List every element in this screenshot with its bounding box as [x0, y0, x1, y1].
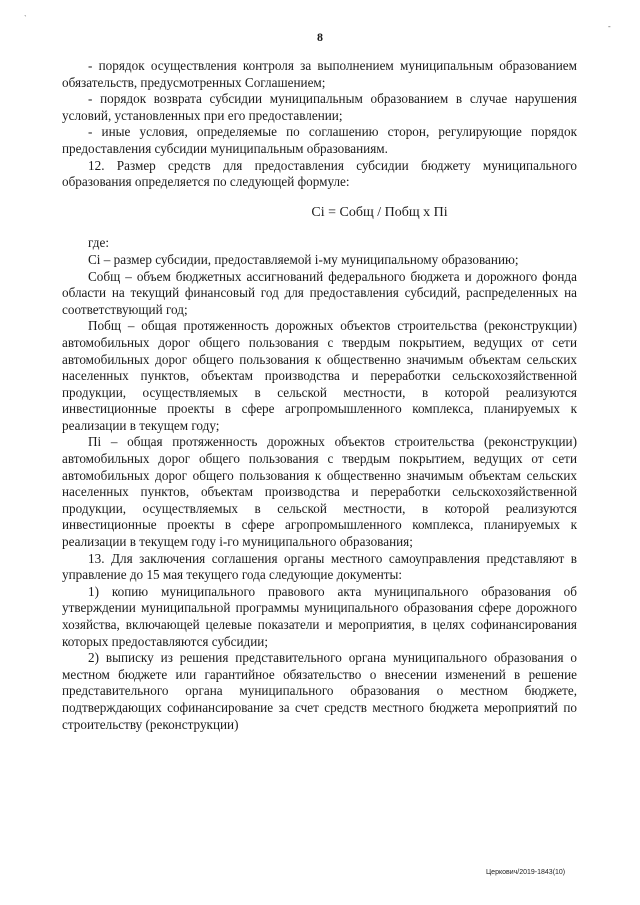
- scan-mark-right: ‐: [608, 22, 611, 31]
- definition-ci: Сi – размер субсидии, предоставляемой i-му муниципальному образованию;: [88, 251, 519, 267]
- definition-pobsh: Побщ – общая протяженность дорожных объектов строительства (реконструкции) автомобильных дорог общего пользования с твердым покрытием, ведущих от сети автомобильных дорог общего пользования к общественно значимым объектам сельских населенных пунктов, объектам производства и переработки сельскохозяйственной продукции, осуществляемых в сельской местности, в которой реализуются инвестиционные проекты в сфере агропромышленного комплекса, планируемых к реализации в текущем году;: [62, 318, 577, 433]
- paragraph-12-formula-intro: 12. Размер средств для предоставления субсидии бюджету муниципального образования определяется по следующей формуле:: [62, 157, 577, 190]
- footer-code: Церкович/2019-1843(10): [486, 869, 566, 876]
- paragraph-other-conditions: - иные условия, определяемые по соглашению сторон, регулирующие порядок предоставления субсидии муниципальным образованиям.: [62, 124, 577, 156]
- where-label: где:: [88, 235, 109, 251]
- paragraph-return-order: - порядок возврата субсидии муниципальным образованием в случае нарушения условий, установленных при его предоставлении;: [62, 91, 577, 123]
- scan-mark-left: `: [24, 14, 27, 23]
- paragraph-control-order: - порядок осуществления контроля за выполнением муниципальным образованием обязательств, предусмотренных Соглашением;: [62, 58, 577, 90]
- definition-cobsh: Собщ – объем бюджетных ассигнований федерального бюджета и дорожного фонда области на текущий финансовый год для предоставления субсидий, распределенных на соответствующий год;: [62, 268, 577, 317]
- subsidy-formula: Ci = Cобщ / Побщ x Пi: [311, 204, 448, 220]
- paragraph-13: 13. Для заключения соглашения органы местного самоуправления представляют в управление до 15 мая текущего года следующие документы:: [62, 550, 577, 583]
- list-item-1: 1) копию муниципального правового акта муниципального образования об утверждении муниципальной программы муниципального образования сфере дорожного хозяйства, включающей целевые показатели и мероприятия, в целях софинансирования которых предоставляются субсидии;: [62, 583, 577, 649]
- page-number: 8: [317, 30, 323, 44]
- document-body: [62, 58, 577, 733]
- list-item-2: 2) выписку из решения представительного органа муниципального образования о местном бюджете или гарантийное обязательство о внесении изменений в решение представительного органа муниципального образования о местном бюджете, подтверждающих софинансирование за счет средств местного бюджета мероприятий по строительству (реконструкции): [62, 650, 577, 732]
- definition-pi: Пi – общая протяженность дорожных объектов строительства (реконструкции) автомобильных дорог общего пользования с твердым покрытием, ведущих от сети автомобильных дорог общего пользования к общественно значимым объектам сельских населенных пунктов, объектам производства и переработки сельскохозяйственной продукции, осуществляемых в сельской местности, в которой реализуются инвестиционные проекты в сфере агропромышленного комплекса, планируемых к реализации в текущем году i-го муниципального образования;: [62, 434, 577, 550]
